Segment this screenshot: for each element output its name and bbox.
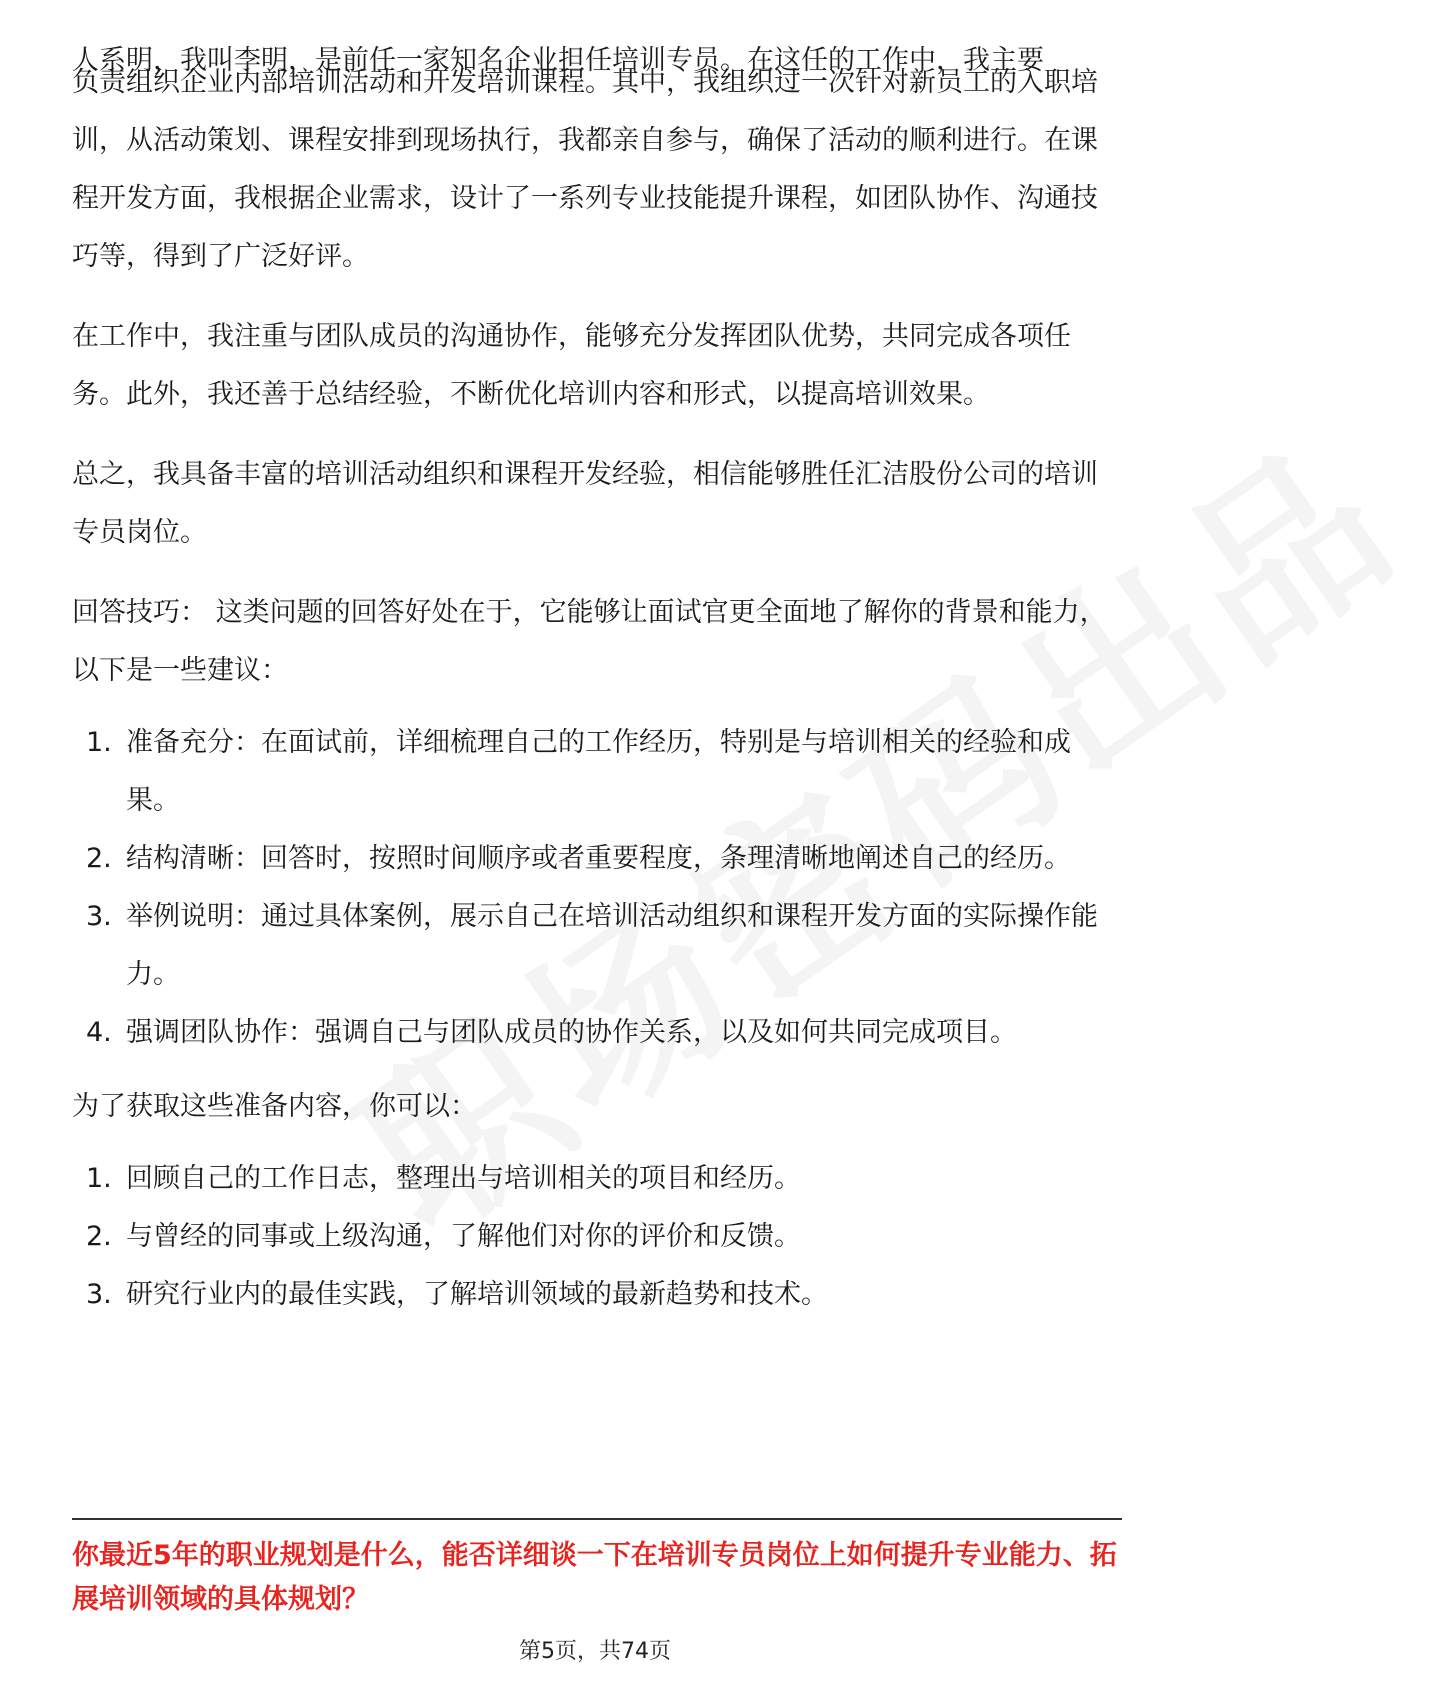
paragraph-summary: 总之，我具备丰富的培训活动组织和课程开发经验，相信能够胜任汇洁股份公司的培训专员岗位。 [72,459,1098,548]
list-item: 2. 与曾经的同事或上级沟通，了解他们对你的评价和反馈。 [86,1221,801,1252]
list-item: 3. 研究行业内的最佳实践，了解培训领域的最新趋势和技术。 [86,1279,828,1310]
preparation-intro: 为了获取这些准备内容，你可以： [72,1091,477,1122]
preparation-list [72,1150,1122,1324]
page-number: 第5页，共74页 [519,1639,671,1664]
list-item: 2. 结构清晰：回答时，按照时间顺序或者重要程度，条理清晰地阐述自己的经历。 [86,843,1071,874]
next-question-heading: 你最近5年的职业规划是什么，能否详细谈一下在培训专员岗位上如何提升专业能力、拓展培训领域的具体规划？ [72,1540,1117,1615]
paragraph-teamwork: 在工作中，我注重与团队成员的沟通协作，能够充分发挥团队优势，共同完成各项任务。此外，我还善于总结经验，不断优化培训内容和形式，以提高培训效果。 [72,321,1071,410]
list-item: 1. 回顾自己的工作日志，整理出与培训相关的项目和经历。 [86,1163,801,1194]
list-item: 3. 举例说明：通过具体案例，展示自己在培训活动组织和课程开发方面的实际操作能力。 [86,901,1098,990]
list-item: 1. 准备充分：在面试前，详细梳理自己的工作经历，特别是与培训相关的经验和成果。 [86,727,1071,816]
section-divider [72,1518,1122,1520]
tips-list [72,714,1122,1062]
document-body [72,30,1122,1324]
paragraph-experience: 负责组织企业内部培训活动和开发培训课程。其中，我组织过一次针对新员工的入职培训，从活动策划、课程安排到现场执行，我都亲自参与，确保了活动的顺利进行。在课程开发方面，我根据企业需求，设计了一系列专业技能提升课程，如团队协作、沟通技巧等，得到了广泛好评。 [72,67,1098,272]
list-item: 4. 强调团队协作：强调自己与团队成员的协作关系，以及如何共同完成项目。 [86,1017,1017,1048]
answer-tips-intro: 回答技巧： 这类问题的回答好处在于，它能够让面试官更全面地了解你的背景和能力，以下是一些建议： [72,597,1107,686]
cut-off-text-line: 人系明，我叫李明，是前任一家知名企业担任培训专员。在这任的工作中，我主要 [72,45,1044,76]
